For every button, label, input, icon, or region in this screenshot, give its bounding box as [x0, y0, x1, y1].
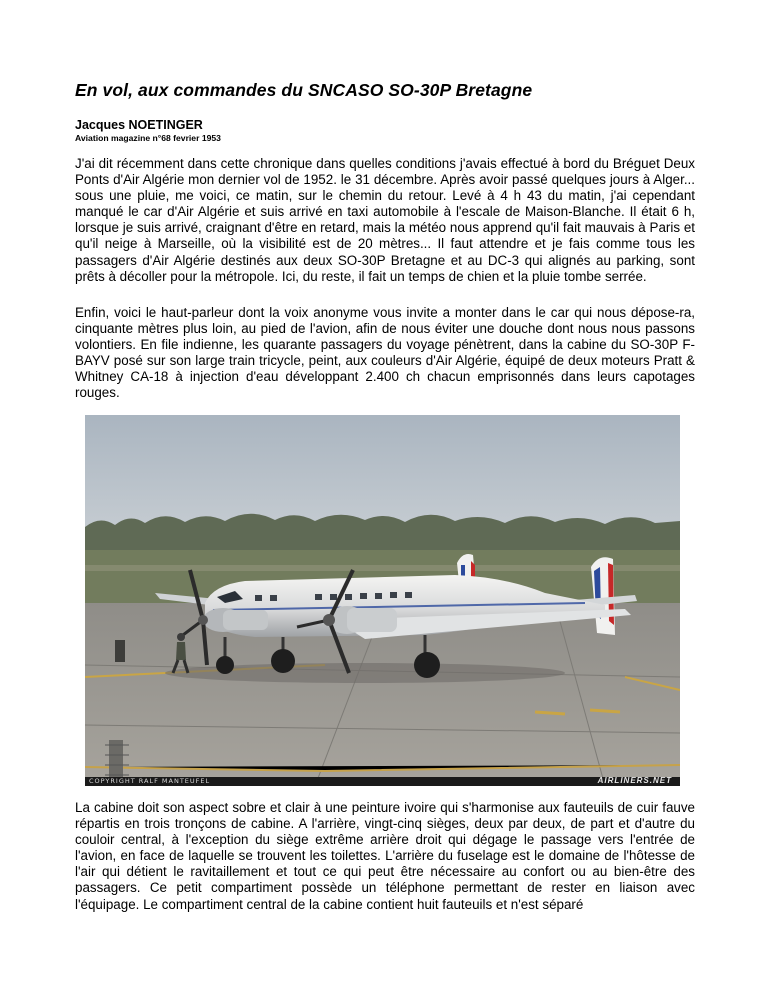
article-source: Aviation magazine n°68 fevrier 1953 — [75, 133, 221, 143]
photo-watermark: AIRLINERS.NET — [597, 776, 672, 785]
article-author: Jacques NOETINGER — [75, 118, 203, 132]
photo-credit: COPYRIGHT RALF MANTEUFEL — [89, 777, 211, 785]
aircraft-photo — [85, 415, 680, 786]
article-title: En vol, aux commandes du SNCASO SO-30P Bretagne — [75, 80, 533, 100]
paragraph-3: La cabine doit son aspect sobre et clair à une peinture ivoire qui s'harmonise aux fauteuils de cuir fauve répartis en trois tronçons de cabine. A l'arrière, vingt-cinq sièges, deux par deux, de part et d'autre du couloir central, à l'exception du siège extrême arrière droit qui dégage le passage vers l'entrée de l'avion, en face de laquelle se trouvent les toilettes. L'arrière du fuselage est le domaine de l'hôtesse de l'air qui détient le ravitaillement et tout ce qui peut être nécessaire au confort ou au bien-être des passagers. Ce petit compartiment possède un téléphone permettant de rester en liaison avec l'équipage. Le compartiment central de la cabine contient huit fauteuils et n'est séparé — [75, 800, 695, 912]
paragraph-2: Enfin, voici le haut-parleur dont la voix anonyme vous invite a monter dans le car qui nous dépose-ra, cinquante mètres plus loin, au pied de l'avion, afin de nous éviter une douche dont nous nous passons volontiers. En file indienne, les quarante passagers du voyage pénètrent, dans la cabine du SO-30P F-BAYV posé sur son large train tricycle, peint, aux couleurs d'Air Algérie, équipé de deux moteurs Pratt & Whitney CA-18 à injection d'eau développant 2.400 ch chacun emprisonnés dans leurs capotages rouges. — [75, 305, 695, 401]
paragraph-1: J'ai dit récemment dans cette chronique dans quelles conditions j'avais effectué à bord du Bréguet Deux Ponts d'Air Algérie mon dernier vol de 1952. le 31 décembre. Après avoir passé quelques jours à Alger... sous une pluie, me voici, ce matin, sur le chemin du retour. Levé à 4 h 43 du matin, j'ai cependant manqué le car d'Air Algérie et suis arrivé en taxi automobile à l'escale de Maison-Blanche. Il était 6 h, lorsque je suis arrivé, craignant d'être en retard, mais la météo nous apprend qu'il fait mauvais à Paris et qu'il neige à Marseille, où la visibilité est de 20 mètres... Il faut attendre et je fais comme tous les passagers d'Air Algérie destinés aux deux SO-30P Bretagne et au DC-3 qui alignés au parking, sont prêts à décoller pour la métropole. Ici, du reste, il fait un temps de chien et la pluie tombe serrée. — [75, 156, 695, 284]
